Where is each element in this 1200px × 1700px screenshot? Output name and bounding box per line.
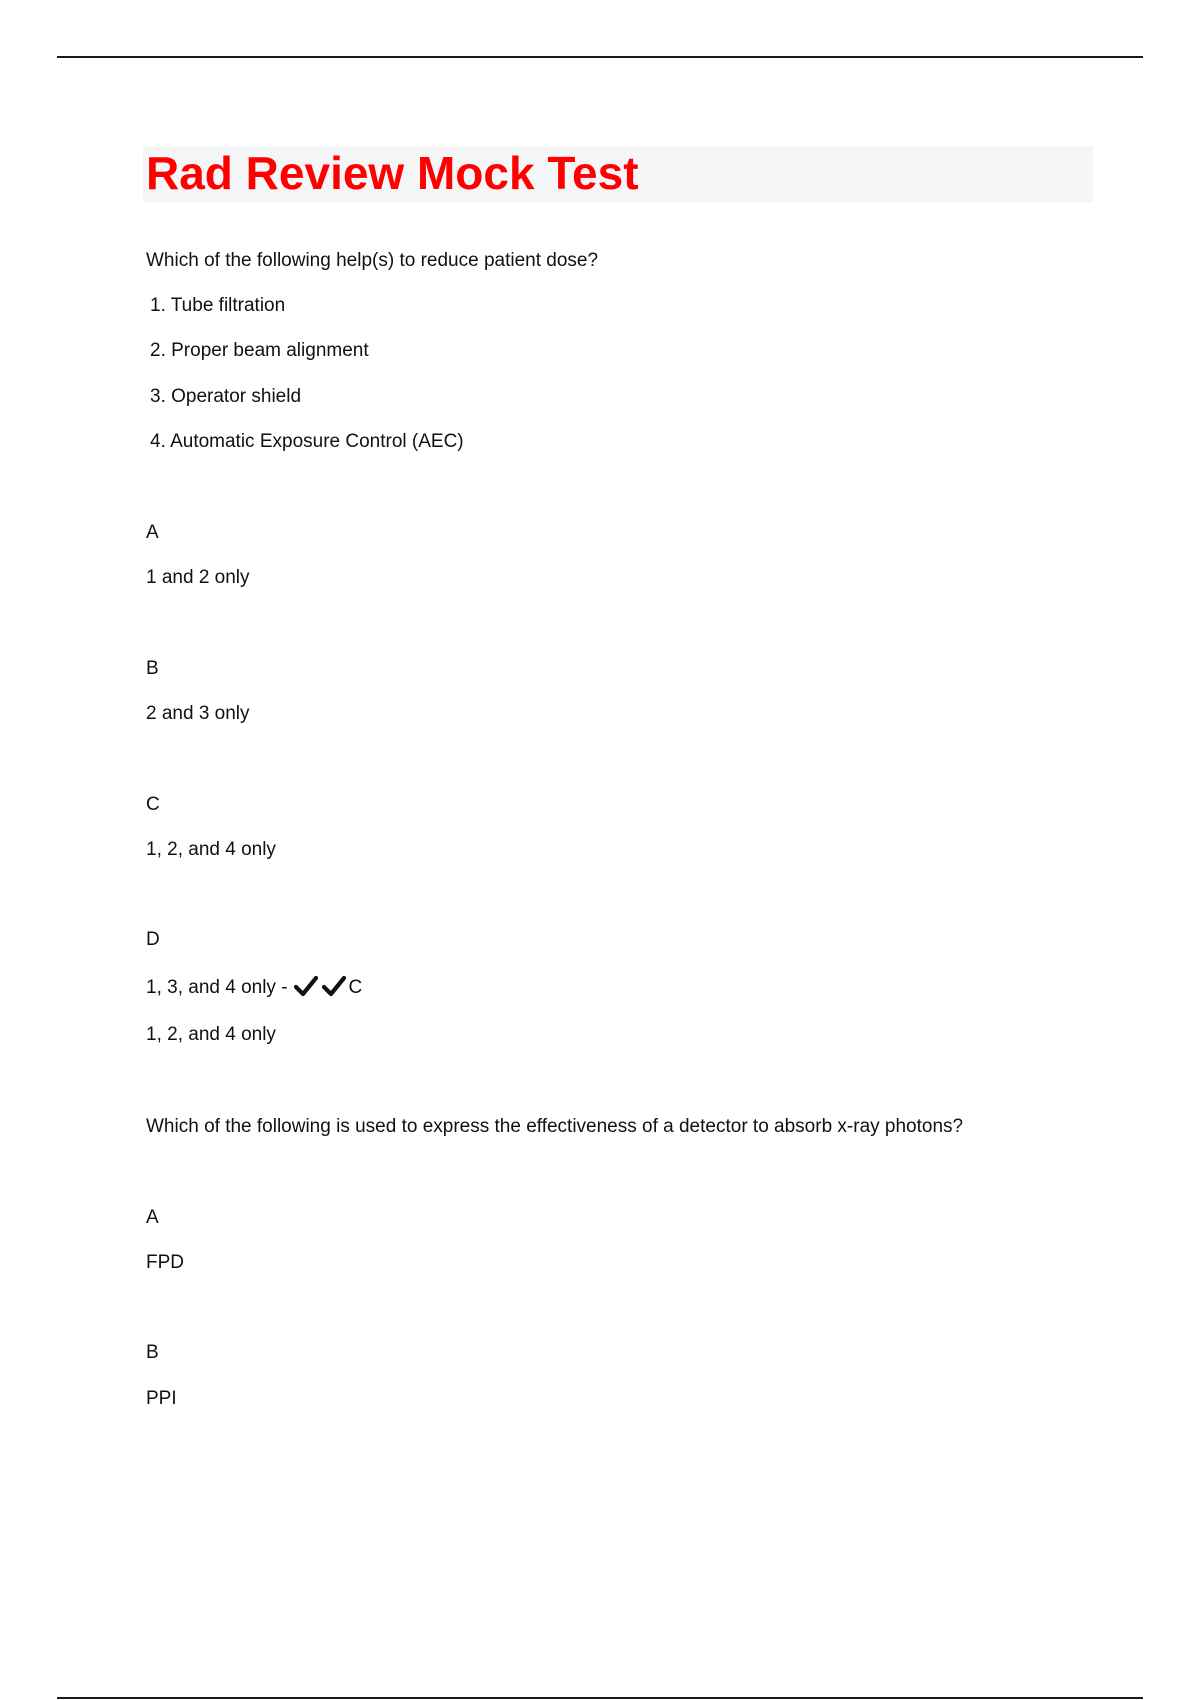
- question-1-option-b-text: 2 and 3 only: [146, 703, 250, 724]
- footer-rule: [57, 1697, 1143, 1699]
- question-2-option-a-text: FPD: [146, 1252, 184, 1273]
- question-1-option-d-line: [146, 975, 362, 1001]
- question-1-item-3: 3. Operator shield: [150, 386, 302, 407]
- question-1-option-c-text: 1, 2, and 4 only: [146, 839, 276, 860]
- question-1-option-c-letter: C: [146, 794, 160, 815]
- checkmark-icon: [322, 975, 346, 997]
- header-rule: [57, 56, 1143, 58]
- question-2-option-b-letter: B: [146, 1342, 159, 1363]
- question-1-option-d-text: 1, 3, and 4 only -: [146, 977, 288, 998]
- question-1-option-a-letter: A: [146, 522, 159, 543]
- question-1-option-a-text: 1 and 2 only: [146, 567, 250, 588]
- answer-marker: [294, 975, 346, 997]
- question-1-item-1: 1. Tube filtration: [150, 295, 286, 316]
- question-1-item-4: 4. Automatic Exposure Control (AEC): [150, 431, 464, 452]
- question-1-item-2: 2. Proper beam alignment: [150, 340, 369, 361]
- question-1-option-d-letter: D: [146, 929, 160, 950]
- question-1-answer-text: 1, 2, and 4 only: [146, 1024, 276, 1045]
- question-1-answer-letter: C: [348, 977, 363, 998]
- checkmark-icon: [294, 975, 318, 997]
- question-1-option-b-letter: B: [146, 658, 159, 679]
- document-title: Rad Review Mock Test: [146, 147, 639, 199]
- question-2-option-a-letter: A: [146, 1207, 159, 1228]
- question-1-prompt: Which of the following help(s) to reduce patient dose?: [146, 250, 599, 271]
- question-2-option-b-text: PPI: [146, 1388, 177, 1409]
- question-2-prompt: Which of the following is used to express the effectiveness of a detector to absorb x-ray photons?: [146, 1116, 964, 1137]
